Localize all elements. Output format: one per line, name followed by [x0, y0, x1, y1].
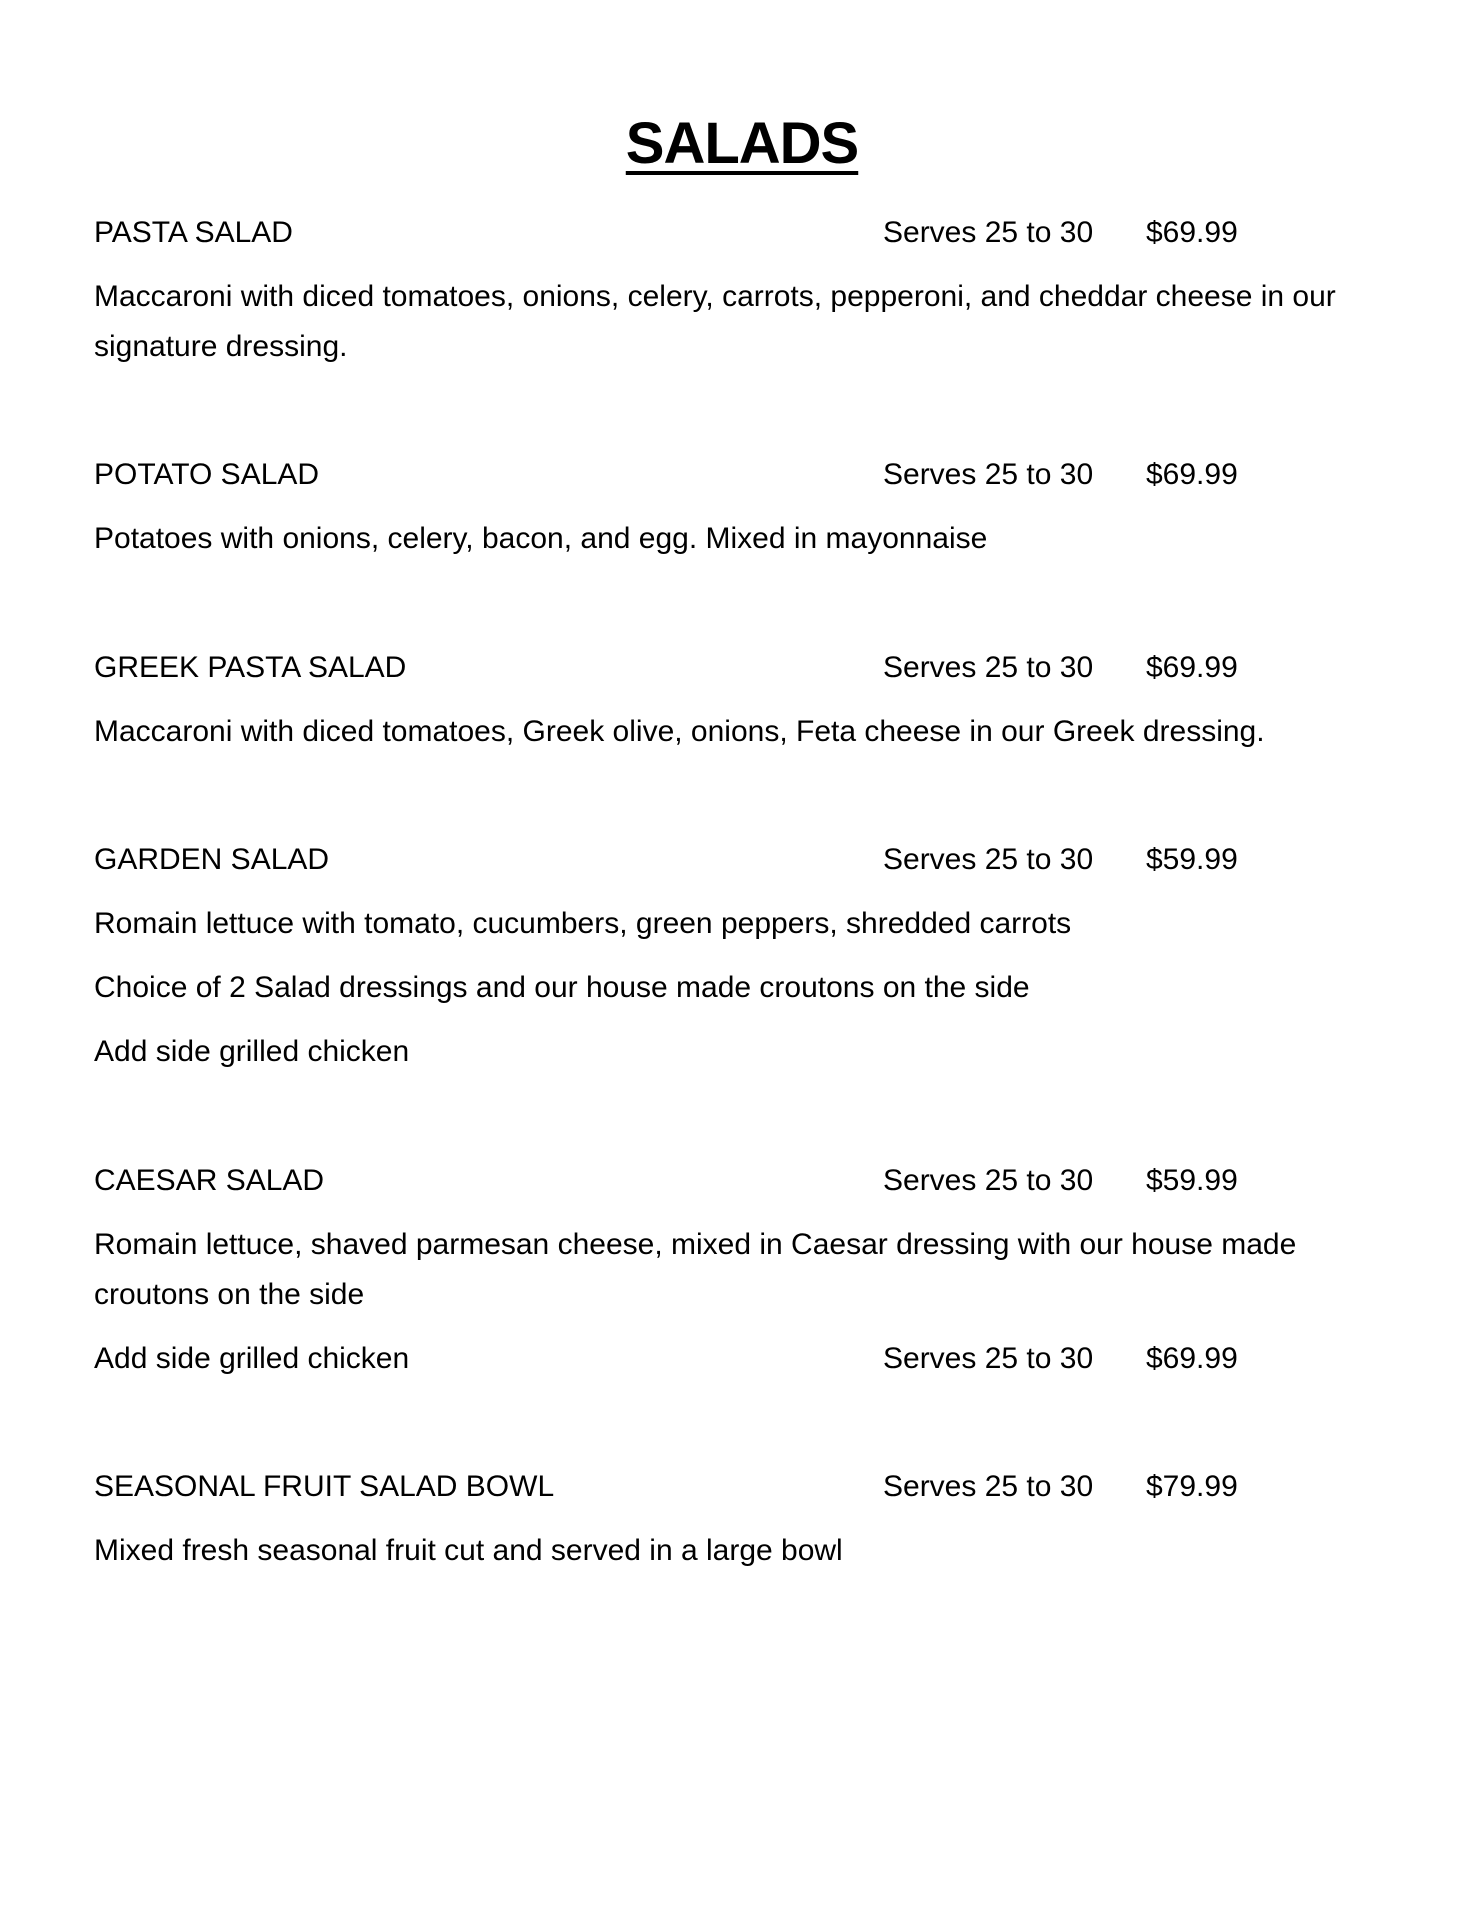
- item-price: $69.99: [1146, 458, 1238, 491]
- item-description: Romain lettuce, shaved parmesan cheese, mixed in Caesar dressing with our house made croutons on the side: [94, 1228, 1297, 1311]
- item-serves: Serves 25 to 30: [883, 1164, 1094, 1197]
- item-name: POTATO SALAD: [94, 458, 320, 491]
- item-price: $59.99: [1146, 1164, 1238, 1197]
- item-description: Potatoes with onions, celery, bacon, and egg. Mixed in mayonnaise: [94, 522, 988, 555]
- item-name: PASTA SALAD: [94, 216, 293, 249]
- item-serves: Serves 25 to 30: [883, 1470, 1094, 1503]
- item-addon-price: $69.99: [1146, 1342, 1238, 1375]
- item-serves: Serves 25 to 30: [883, 843, 1094, 876]
- item-price: $69.99: [1146, 216, 1238, 249]
- item-serves: Serves 25 to 30: [883, 216, 1094, 249]
- item-serves: Serves 25 to 30: [883, 651, 1094, 684]
- item-description: Maccaroni with diced tomatoes, onions, celery, carrots, pepperoni, and cheddar cheese in our signature dressing.: [94, 280, 1336, 363]
- item-serves: Serves 25 to 30: [883, 458, 1094, 491]
- item-name: GREEK PASTA SALAD: [94, 651, 407, 684]
- item-description: Mixed fresh seasonal fruit cut and served in a large bowl: [94, 1534, 843, 1567]
- item-addon-serves: Serves 25 to 30: [883, 1342, 1094, 1375]
- page-title: SALADS: [625, 111, 859, 176]
- item-description: Romain lettuce with tomato, cucumbers, green peppers, shredded carrots: [94, 907, 1072, 940]
- item-name: CAESAR SALAD: [94, 1164, 325, 1197]
- item-price: $59.99: [1146, 843, 1238, 876]
- item-name: GARDEN SALAD: [94, 843, 330, 876]
- item-addon-label: Add side grilled chicken: [94, 1342, 410, 1375]
- item-description: Maccaroni with diced tomatoes, Greek olive, onions, Feta cheese in our Greek dressing.: [94, 715, 1265, 748]
- item-price: $79.99: [1146, 1470, 1238, 1503]
- item-description: Choice of 2 Salad dressings and our house made croutons on the side: [94, 971, 1030, 1004]
- item-name: SEASONAL FRUIT SALAD BOWL: [94, 1470, 555, 1503]
- item-price: $69.99: [1146, 651, 1238, 684]
- item-addon-label: Add side grilled chicken: [94, 1035, 410, 1068]
